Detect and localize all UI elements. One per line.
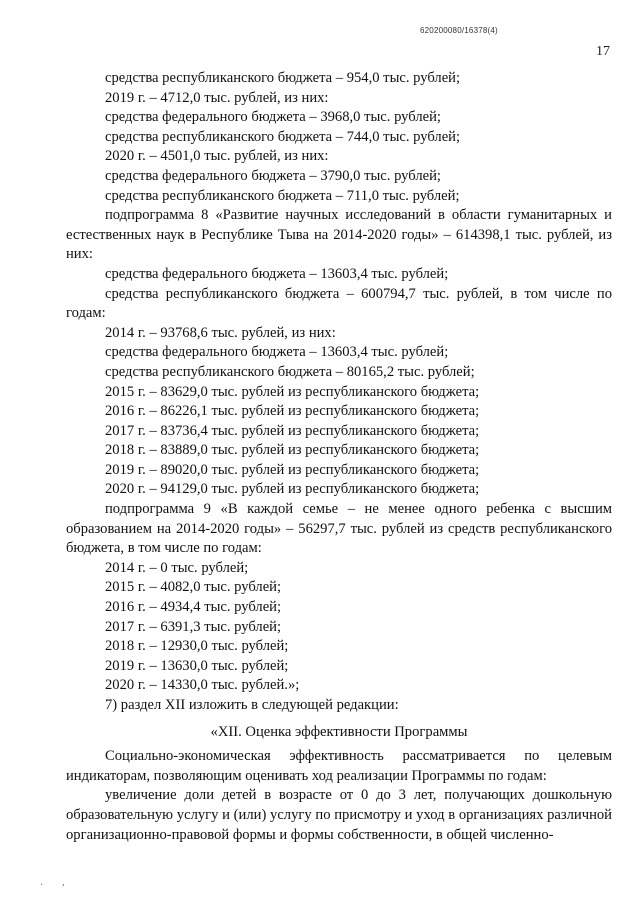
list-item: средства республиканского бюджета – 80165,2 тыс. рублей;: [105, 363, 475, 380]
page-number: 17: [596, 44, 610, 59]
list-item: 7) раздел XII изложить в следующей редакции:: [105, 697, 399, 713]
list-item: 2020 г. – 4501,0 тыс. рублей, из них:: [105, 148, 329, 165]
list-item: 2017 г. – 83736,4 тыс. рублей из республиканского бюджета;: [105, 422, 480, 439]
document-id: 620200080/16378(4): [420, 26, 498, 35]
paragraph: средства республиканского бюджета – 600794,7 тыс. рублей, в том числе по годам:: [66, 285, 612, 322]
list-item: 2014 г. – 93768,6 тыс. рублей, из них:: [105, 324, 336, 341]
document-body: [66, 69, 612, 845]
list-item: средства федерального бюджета – 13603,4 тыс. рублей;: [105, 265, 449, 282]
paragraph: Социально-экономическая эффективность рассматривается по целевым индикаторам, позволяющим оценивать ход реализации Программы по годам:: [66, 748, 612, 784]
list-item: 2019 г. – 4712,0 тыс. рублей, из них:: [105, 89, 329, 106]
list-item: средства федерального бюджета – 13603,4 тыс. рублей;: [105, 344, 449, 361]
scan-artifact: ,: [62, 877, 65, 888]
list-item: средства федерального бюджета – 3790,0 тыс. рублей;: [105, 167, 441, 184]
list-item: 2019 г. – 13630,0 тыс. рублей;: [105, 657, 289, 674]
paragraph: увеличение доли детей в возрасте от 0 до 3 лет, получающих дошкольную образовательную услугу и (или) услугу по присмотру и уход в организациях различной организационно-правовой формы и формы собственности, в общей численно-: [66, 787, 612, 843]
list-item: 2018 г. – 83889,0 тыс. рублей из республиканского бюджета;: [105, 442, 480, 459]
list-item: 2017 г. – 6391,3 тыс. рублей;: [105, 618, 282, 635]
list-item: средства республиканского бюджета – 954,0 тыс. рублей;: [105, 70, 461, 86]
list-item: 2016 г. – 4934,4 тыс. рублей;: [105, 599, 282, 616]
list-item: средства республиканского бюджета – 744,0 тыс. рублей;: [105, 128, 461, 145]
list-item: 2020 г. – 94129,0 тыс. рублей из республиканского бюджета;: [105, 481, 480, 498]
list-item: 2014 г. – 0 тыс. рублей;: [105, 559, 249, 576]
list-item: 2020 г. – 14330,0 тыс. рублей.»;: [105, 677, 300, 694]
list-item: 2018 г. – 12930,0 тыс. рублей;: [105, 638, 289, 655]
section-heading: «XII. Оценка эффективности Программы: [210, 723, 468, 740]
list-item: 2016 г. – 86226,1 тыс. рублей из республиканского бюджета;: [105, 403, 480, 420]
paragraph: подпрограмма 9 «В каждой семье – не менее одного ребенка с высшим образованием на 2014-2020 годы» – 56297,7 тыс. рублей из средств республиканского бюджета, в том числе по годам:: [66, 501, 612, 557]
list-item: средства федерального бюджета – 3968,0 тыс. рублей;: [105, 109, 441, 126]
list-item: средства республиканского бюджета – 711,0 тыс. рублей;: [105, 187, 460, 204]
list-item: 2015 г. – 83629,0 тыс. рублей из республиканского бюджета;: [105, 383, 480, 400]
list-item: 2019 г. – 89020,0 тыс. рублей из республиканского бюджета;: [105, 461, 480, 478]
paragraph: подпрограмма 8 «Развитие научных исследований в области гуманитарных и естественных наук в Республике Тыва на 2014-2020 годы» – 614398,1 тыс. рублей, из них:: [66, 207, 612, 263]
scan-artifact: ·: [40, 880, 44, 891]
list-item: 2015 г. – 4082,0 тыс. рублей;: [105, 579, 282, 596]
